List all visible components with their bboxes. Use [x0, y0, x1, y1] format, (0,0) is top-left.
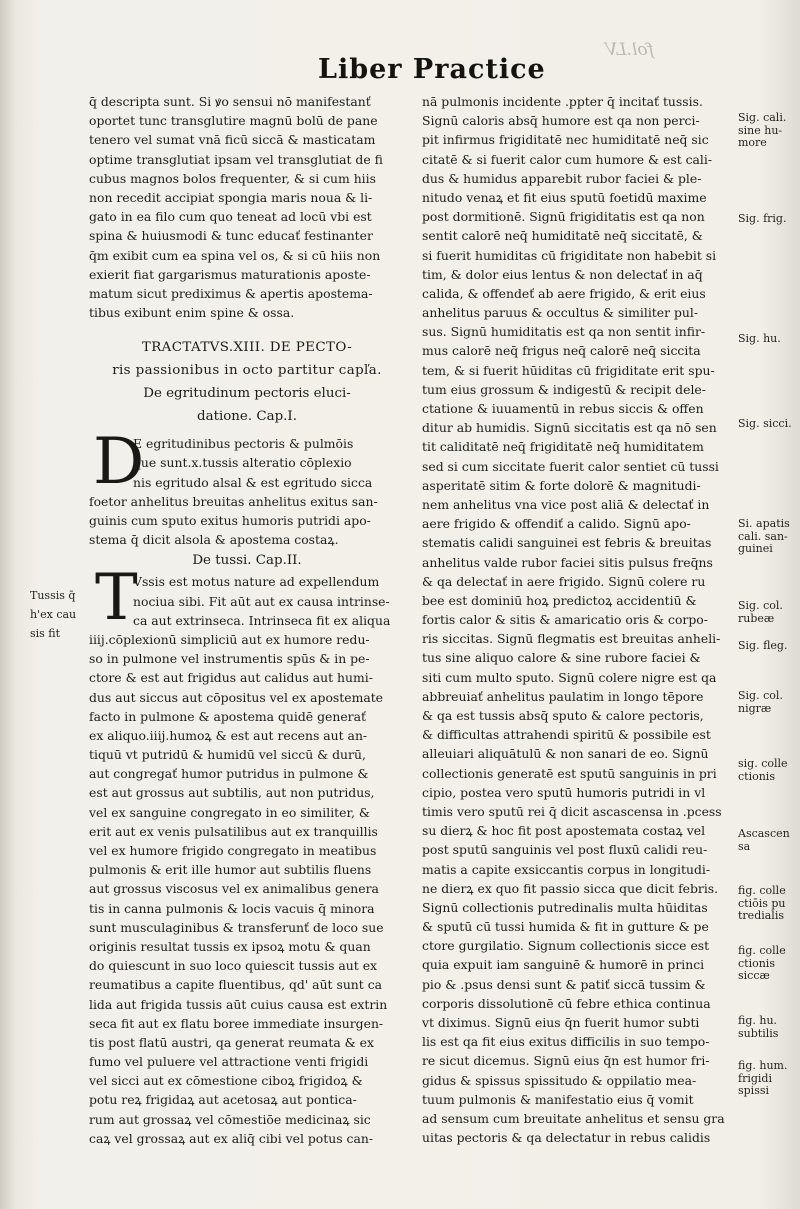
- margin-note-line: fig. hu.: [738, 1014, 778, 1027]
- right-margin-note: [738, 333, 781, 346]
- margin-note-line: fig. hum.: [738, 1059, 788, 1072]
- margin-note-line: Si. apatis: [738, 517, 790, 530]
- margin-note-line: spissi: [738, 1084, 770, 1097]
- right-margin-note: [738, 758, 788, 783]
- margin-note-line: Sig. fleg.: [738, 639, 788, 652]
- text-line: post dormitionē. Signū frigiditatis est qa non: [422, 209, 705, 225]
- text-line: fortis calor & sitis & amaricatio oris & corpo-: [422, 612, 708, 628]
- text-line: est aut grossus aut subtilis, aut non putridus,: [89, 785, 375, 801]
- text-line: iiij.cōplexionū simpliciū aut ex humore redu-: [89, 631, 370, 647]
- text-line: ris siccitas. Signū flegmatis est breuitas anheli-: [422, 631, 721, 647]
- text-line: post sputū sanguinis vel post fluxū calidi reu-: [422, 842, 708, 858]
- margin-note-line: more: [738, 136, 767, 149]
- right-margin-note: [738, 945, 786, 983]
- text-line: sed si cum siccitate fuerit calor sentiet cū tussi: [422, 458, 719, 474]
- text-line: & sputū cū tussi humida & fit in gutture & pe: [422, 919, 709, 935]
- chapter2-text: [89, 572, 405, 1148]
- text-line: nis egritudo alsal & est egritudo sicca: [133, 474, 373, 490]
- right-column: [422, 92, 734, 1147]
- text-line: dus & humidus apparebit rubor faciei & ple-: [422, 170, 702, 186]
- text-line: gato in ea filo cum quo teneat ad locū vbi est: [89, 209, 372, 225]
- text-line: Signū caloris absq̄ humore est qa non perci-: [422, 113, 700, 129]
- text-line: collectionis generatē est sputū sanguinis in pri: [422, 765, 717, 781]
- margin-note-line: subtilis: [738, 1026, 779, 1040]
- text-line: stema q̄ dicit alsola & apostema costaꝝ.: [89, 532, 339, 548]
- text-line: reumatibus a capite fluentibus, qd' aūt sunt ca: [89, 977, 383, 993]
- running-head: Liber Practice: [318, 54, 546, 85]
- heading-line: ris passionibus in octo partitur capľa.: [112, 363, 382, 379]
- text-line: erit aut ex venis pulsatilibus aut ex tranquillis: [89, 823, 378, 839]
- text-line: aere frigido & offendiť a calido. Signū apo-: [422, 516, 691, 532]
- text-line: su dierꝝ & hoc fit post apostemata costaꝝ vel: [422, 823, 706, 839]
- text-line: calida, & offendeť ab aere frigido, & erit eius: [422, 285, 706, 301]
- margin-note-line: cali. san-: [738, 529, 788, 543]
- margin-note-line: sine hu-: [738, 123, 783, 137]
- margin-note-line: Sig. col.: [738, 689, 783, 702]
- text-line: pulmonis & erit ille humor aut subtilis fluens: [89, 862, 372, 878]
- text-line: tim, & dolor eius lentus & non delectať in aq̄: [422, 266, 703, 282]
- margin-note-line: fig. colle: [738, 884, 786, 897]
- text-line: nociua sibi. Fit aūt aut ex causa intrinse-: [133, 593, 390, 609]
- margin-note-line: Sig. hu.: [738, 332, 781, 345]
- text-line: re sicut dicemus. Signū eius q̄n est humor fri-: [422, 1053, 710, 1069]
- margin-note-line: tredialis: [738, 909, 784, 922]
- text-line: nem anhelitus vna vice post aliā & delectať in: [422, 496, 710, 512]
- text-line: tit caliditatē neq̄ frigiditatē neq̄ humiditatem: [422, 439, 704, 455]
- margin-note-line: rubeæ: [738, 611, 775, 625]
- right-margin-note: [738, 600, 783, 625]
- text-line: aut grossus viscosus vel ex animalibus genera: [89, 881, 379, 897]
- text-line: sus. Signū humiditatis est qa non sentit infir-: [422, 324, 706, 340]
- text-line: tis post flatū austri, qa generat reumata & ex: [89, 1034, 374, 1050]
- text-line: cipio, postea vero sputū humoris putridi in vl: [422, 784, 706, 800]
- text-line: bee est dominiū hoꝝ predictoꝝ accidentiū &: [422, 592, 697, 608]
- top-paragraph: [89, 92, 405, 322]
- text-line: ex aliquo.iiij.humoꝝ & est aut recens aut an-: [89, 727, 368, 743]
- chapter1-dropcap: D: [93, 425, 145, 500]
- text-line: uitas pectoris & qa delectatur in rebus calidis: [422, 1130, 711, 1146]
- text-line: Vssis est motus nature ad expellendum: [133, 574, 380, 590]
- text-line: stematis calidi sanguinei est febris & breuitas: [422, 535, 712, 551]
- tractatus-heading: [89, 336, 405, 382]
- chapter2-heading: De tussi. Cap.II.: [192, 553, 302, 569]
- text-line: sentit calorē neq̄ humiditatē neq̄ siccitatē, &: [422, 228, 703, 244]
- text-line: lida aut frigida tussis aūt cuius causa est extrin: [89, 996, 388, 1012]
- text-line: matum sicut prediximus & apertis apostema-: [89, 285, 373, 301]
- right-margin-note: [738, 640, 787, 653]
- text-line: & qa delectať in aere frigido. Signū colere ru: [422, 573, 706, 589]
- text-line: asperitatē sitim & forte dolorē & magnitudi-: [422, 477, 701, 493]
- text-line: siti cum multo sputo. Signū colere nigre est qa: [422, 669, 717, 685]
- margin-note-line: nigræ: [738, 701, 772, 715]
- right-margin-note: [738, 213, 786, 226]
- margin-note-line: Ascascen: [738, 827, 790, 840]
- text-line: gidus & spissus spissitudo & oppilatio mea-: [422, 1072, 697, 1088]
- text-line: mus calorē neq̄ frigus neq̄ calorē neq̄ siccita: [422, 343, 701, 359]
- right-margin-note: [738, 885, 786, 923]
- margin-note-line: siccæ: [738, 969, 770, 982]
- text-line: pio & .psus densi sunt & patiť siccā tussim &: [422, 976, 706, 992]
- right-margin-note: [738, 828, 790, 853]
- text-line: vel sicci aut ex cōmestione ciboꝝ frigidoꝝ &: [89, 1073, 363, 1089]
- right-margin-note: [738, 1015, 778, 1040]
- text-line: tuum pulmonis & manifestatio eius q̄ vomit: [422, 1091, 694, 1107]
- text-line: facto in pulmone & apostema quidē generať: [89, 708, 366, 724]
- text-line: seca fit aut ex flatu boree immediate insurgen-: [89, 1015, 384, 1031]
- text-line: abbreuiať anhelitus paulatim in longo tēpore: [422, 688, 704, 704]
- text-line: quia expuit iam sanguinē & humorē in princi: [422, 957, 705, 973]
- text-line: ditur ab humidis. Signū siccitatis est qa nō sen: [422, 420, 717, 436]
- text-line: non recedit accipiat spongia maris noua & li-: [89, 189, 373, 205]
- text-line: fumo vel puluere vel attractione venti frigidi: [89, 1054, 369, 1070]
- text-line: ctore gurgilatio. Signum collectionis sicce est: [422, 938, 710, 954]
- chapter1-heading: [89, 382, 405, 428]
- text-line: originis resultat tussis ex ipsoꝝ motu & quan: [89, 938, 371, 954]
- text-line: corporis dissolutionē cū febre ethica continua: [422, 995, 711, 1011]
- text-line: optime transglutiat ipsam vel transglutiat de fi: [89, 151, 383, 167]
- margin-note-line: Tussis q̄: [30, 590, 76, 602]
- text-line: anhelitus paruus & occultus & similiter pul-: [422, 305, 699, 321]
- right-margin-note: [738, 1060, 787, 1098]
- right-margin-note: [738, 112, 786, 150]
- text-line: tem, & si fuerit hūiditas cū frigiditate erit spu-: [422, 362, 715, 378]
- text-line: tum eius grossum & indigestū & recipit dele-: [422, 381, 706, 397]
- right-margin-note: [738, 418, 792, 431]
- text-line: q̄m exibit cum ea spina vel os, & si cū hiis non: [89, 247, 381, 263]
- text-line: & qa est tussis absq̄ sputo & calore pectoris,: [422, 708, 704, 723]
- text-line: sunt musculaginibus & transferunť de loco sue: [89, 919, 384, 935]
- text-line: nitudo venaꝝ et fit eius sputū foetidū maxime: [422, 189, 707, 205]
- text-line: vt diximus. Signū eius q̄n fuerit humor subti: [422, 1015, 700, 1030]
- text-line: do quiescunt in suo loco quiescit tussis aut ex: [89, 958, 378, 974]
- text-line: lis est qa fit eius exitus difficilis in suo tempo-: [422, 1034, 710, 1050]
- text-line: q̄ descripta sunt. Si ꝟo sensui nō manifestanť: [89, 94, 371, 109]
- text-line: oportet tunc transglutire magnū bolū de pane: [89, 113, 378, 129]
- margin-note-line: ctionis: [738, 956, 775, 970]
- chapter2-dropcap: T: [95, 561, 138, 636]
- left-column: [89, 92, 405, 1148]
- heading-line: datione. Cap.I.: [197, 409, 297, 425]
- margin-note-line: guinei: [738, 542, 773, 555]
- margin-note-line: Sig. frig.: [738, 212, 787, 225]
- margin-note-line: Sig. sicci.: [738, 417, 792, 430]
- margin-note-line: Sig. cali.: [738, 111, 787, 124]
- text-line: citatē & si fuerit calor cum humore & est cali-: [422, 151, 713, 167]
- folio-show-through: fol.LV: [605, 40, 654, 60]
- right-margin-note: [738, 518, 790, 556]
- chapter1-body: [89, 425, 405, 549]
- text-line: guinis cum sputo exitus humoris putridi apo-: [89, 513, 371, 528]
- text-line: anhelitus valde rubor faciei sitis pulsus freq̄ns: [422, 554, 713, 570]
- heading-line: TRACTATVS.XIII. DE PECTO-: [141, 340, 353, 356]
- right-margin-note: [738, 690, 783, 715]
- text-line: si fuerit humiditas cū frigiditate non habebit si: [422, 247, 717, 263]
- text-line: ca aut extrinseca. Intrinseca fit ex aliqua: [133, 612, 391, 628]
- text-line: tus sine aliquo calore & sine rubore faciei &: [422, 650, 701, 666]
- text-line: so in pulmone vel instrumentis spūs & in pe-: [89, 651, 370, 667]
- text-line: tenero vel sumat vnā ficū siccā & masticatam: [89, 132, 376, 148]
- text-line: aut congregať humor putridus in pulmone &: [89, 766, 369, 782]
- text-line: spina & huiusmodi & tunc educať festinanter: [89, 228, 373, 244]
- text-line: tis in canna pulmonis & locis vacuis q̄ minora: [89, 900, 375, 916]
- margin-note-line: frigidi: [738, 1071, 772, 1085]
- text-line: pit infirmus frigiditatē nec humiditatē neq̄ sic: [422, 132, 709, 148]
- text-line: dus aut siccus aut cōpositus vel ex apostemate: [89, 689, 384, 705]
- text-line: que sunt.x.tussis alteratio cōplexio: [133, 455, 352, 471]
- text-line: vel ex humore frigido congregato in meatibus: [89, 843, 377, 858]
- margin-note-line: Sig. col.: [738, 599, 783, 612]
- margin-note-line: ctionis: [738, 769, 775, 783]
- text-line: matis a capite exsiccantis corpus in longitudi-: [422, 861, 711, 877]
- heading-line: De egritudinum pectoris eluci-: [143, 386, 351, 402]
- margin-note-line: sis fit: [30, 628, 61, 641]
- margin-note-line: sa: [738, 839, 751, 853]
- margin-note-line: sig. colle: [738, 757, 788, 770]
- text-line: ctatione & iuuamentū in rebus siccis & offen: [422, 401, 704, 416]
- text-line: ne dierꝝ ex quo fit passio sicca que dicit febris.: [422, 880, 719, 896]
- text-line: caꝝ vel grossaꝝ aut ex aliq̄ cibi vel potus can-: [89, 1130, 374, 1146]
- text-line: ctore & est aut frigidus aut calidus aut humi-: [89, 670, 373, 686]
- margin-note-line: ctiōis pu: [738, 896, 786, 910]
- left-margin-note: [30, 590, 76, 648]
- text-line: vel ex sanguine congregato in eo similiter, &: [89, 804, 370, 820]
- text-line: & difficultas attrahendi spiritū & possibile est: [422, 727, 711, 743]
- text-line: tiquū vt putridū & humidū vel siccū & durū,: [89, 747, 366, 763]
- text-line: potu reꝝ frigidaꝝ aut acetosaꝝ aut pontica-: [89, 1092, 357, 1108]
- text-line: timis vero sputū rei q̄ dicit ascascensa in .pcess: [422, 803, 722, 819]
- text-line: alleuiari aliquātulū & non sanari de eo. Signū: [422, 746, 709, 762]
- text-line: exierit fiat gargarismus maturationis aposte-: [89, 266, 371, 282]
- text-line: cubus magnos bolos frequenter, & si cum hiis: [89, 170, 376, 186]
- text-line: ad sensum cum breuitate anhelitus et sensu gra: [422, 1110, 725, 1126]
- text-line: nā pulmonis incidente .ppter q̄ incitať tussis.: [422, 94, 703, 109]
- text-line: E egritudinibus pectoris & pulmōis: [133, 436, 354, 452]
- text-line: tibus exibunt enim spine & ossa.: [89, 305, 295, 321]
- text-line: rum aut grossaꝝ vel cōmestiōe medicinaꝝ sic: [89, 1111, 371, 1127]
- text-line: Signū collectionis putredinalis multa hūiditas: [422, 899, 708, 915]
- text-line: foetor anhelitus breuitas anhelitus exitus san-: [89, 493, 378, 509]
- margin-note-line: h'ex cau: [30, 609, 77, 622]
- margin-note-line: fig. colle: [738, 944, 786, 957]
